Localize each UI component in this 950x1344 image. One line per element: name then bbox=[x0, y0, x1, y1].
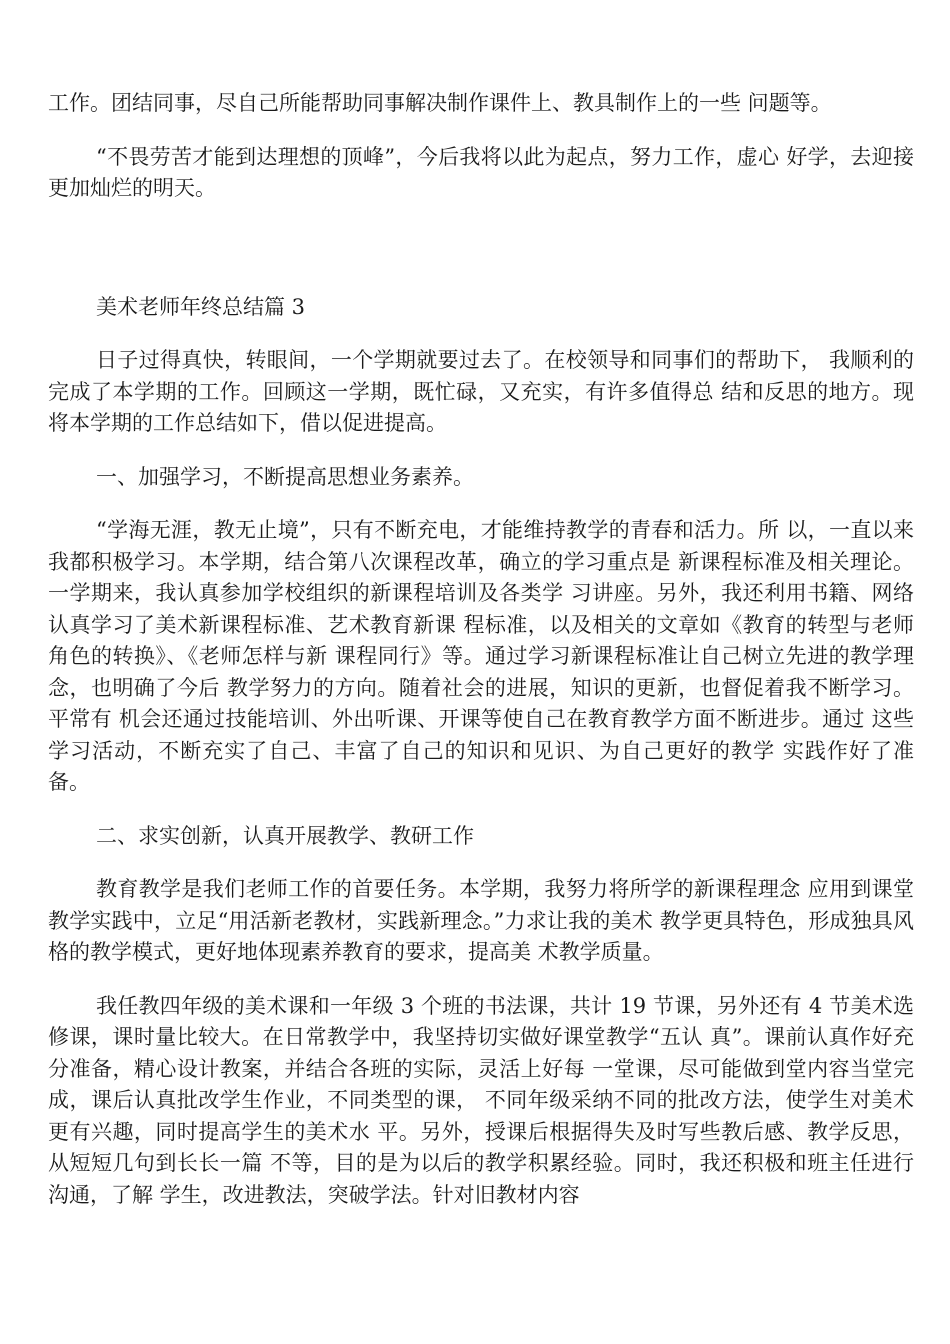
paragraph-continuation: 工作。团结同事，尽自己所能帮助同事解决制作课件上、教具制作上的一些 问题等。 bbox=[48, 91, 832, 115]
document-page bbox=[48, 88, 914, 1211]
paragraph-closing: “不畏劳苦才能到达理想的顶峰”，今后我将以此为起点，努力工作，虚心 好学，去迎接更加灿烂的明天。 bbox=[48, 144, 914, 200]
section-heading-1: 一、加强学习，不断提高思想业务素养。 bbox=[96, 464, 474, 489]
paragraph-teaching: 教育教学是我们老师工作的首要任务。本学期，我努力将所学的新课程理念 应用到课堂教学实践中，立足“用活新老教材，实践新理念。”力求让我的美术 教学更具特色，形成独具风格的教学模式，更好地体现素养教育的要求，提高美 术教学质量。 bbox=[48, 877, 914, 964]
section-title: 美术老师年终总结篇 3 bbox=[96, 294, 306, 319]
paragraph-classes: 我任教四年级的美术课和一年级 3 个班的书法课，共计 19 节课，另外还有 4 节美术选修课，课时量比较大。在日常教学中，我坚持切实做好课堂教学“五认 真”。课前认真作好充分准备，精心设计教案，并结合各班的实际，灵活上好每 一堂课，尽可能做到堂内容当堂完成，课后认真批改学生作业，不同类型的课， 不同年级采纳不同的批改方法，使学生对美术更有兴趣，同时提高学生的美术水 平。另外，授课后根据得失及时写些教后感、教学反思，从短短几句到长长一篇 不等，目的是为以后的教学积累经验。同时，我还积极和班主任进行沟通，了解 学生，改进教法，突破学法。针对旧教材内容 bbox=[48, 993, 914, 1207]
paragraph-intro: 日子过得真快，转眼间，一个学期就要过去了。在校领导和同事们的帮助下， 我顺利的完成了本学期的工作。回顾这一学期，既忙碌，又充实，有许多值得总 结和反思的地方。现将本学期的工作总结如下，借以促进提高。 bbox=[48, 348, 914, 435]
section-heading-2: 二、求实创新，认真开展教学、教研工作 bbox=[96, 823, 474, 848]
paragraph-study: “学海无涯，教无止境”，只有不断充电，才能维持教学的青春和活力。所 以，一直以来我都积极学习。本学期，结合第八次课程改革，确立的学习重点是 新课程标准及相关理论。一学期来，我认真参加学校组织的新课程培训及各类学 习讲座。另外，我还利用书籍、网络认真学习了美术新课程标准、艺术教育新课 程标准，以及相关的文章如《教育的转型与老师角色的转换》、《老师怎样与新 课程同行》等。通过学习新课程标准让自己树立先进的教学理念，也明确了今后 教学努力的方向。随着社会的进展，知识的更新，也督促着我不断学习。平常有 机会还通过技能培训、外出听课、开课等使自己在教育教学方面不断进步。通过 这些学习活动，不断充实了自己、丰富了自己的知识和见识、为自己更好的教学 实践作好了准备。 bbox=[48, 518, 914, 794]
